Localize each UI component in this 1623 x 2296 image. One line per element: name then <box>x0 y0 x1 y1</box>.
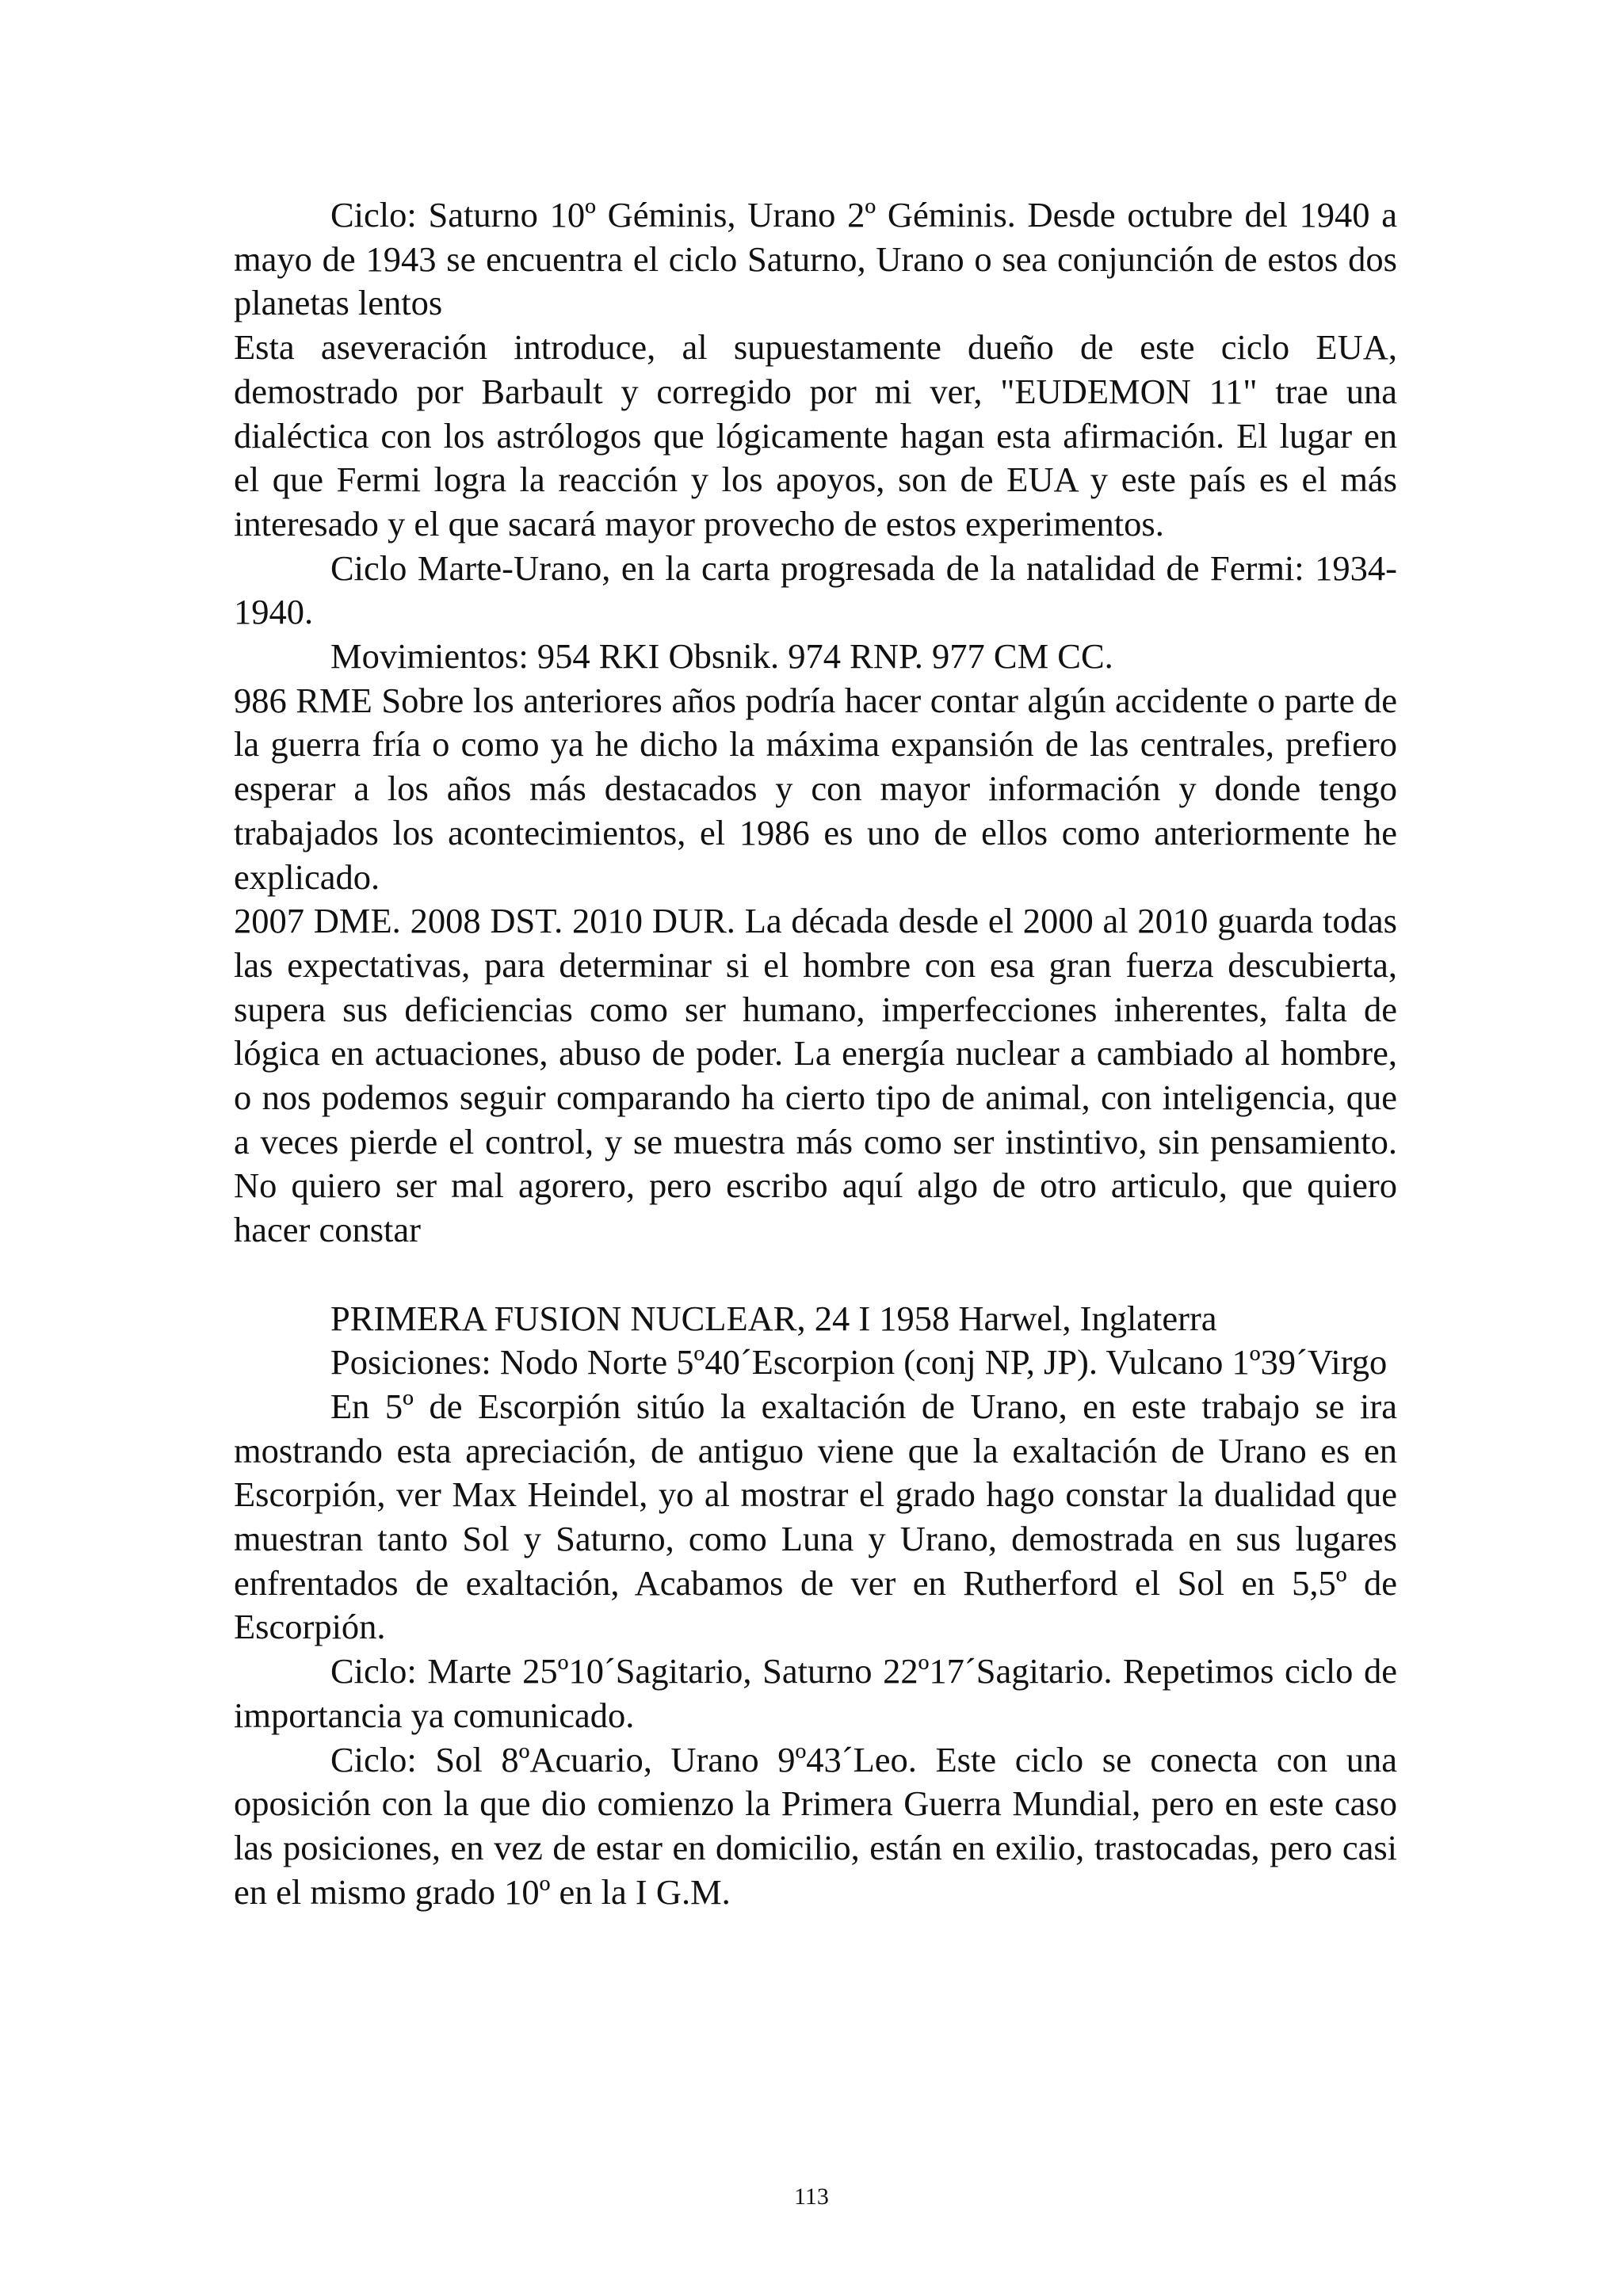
paragraph-posiciones: Posiciones: Nodo Norte 5º40´Escorpion (conj NP, JP). Vulcano 1º39´Virgo <box>330 1342 1388 1383</box>
body-text <box>234 193 1397 1914</box>
paragraph-ciclo-marte-saturno: Ciclo: Marte 25º10´Sagitario, Saturno 22º17´Sagitario. Repetimos ciclo de importancia ya comunicado. <box>234 1651 1397 1735</box>
paragraph-ciclo-sol-urano: Ciclo: Sol 8ºAcuario, Urano 9º43´Leo. Este ciclo se conecta con una oposición con la que dio comienzo la Primera Guerra Mundial, pero en este caso las posiciones, en vez de estar en domicilio, están en exilio, trastocadas, pero casi en el mismo grado 10º en la I G.M. <box>234 1739 1397 1912</box>
paragraph-ciclo-marte-urano: Ciclo Marte-Urano, en la carta progresada de la natalidad de Fermi: 1934-1940. <box>234 547 1397 632</box>
paragraph-2007-dme: 2007 DME. 2008 DST. 2010 DUR. La década desde el 2000 al 2010 guarda todas las expectativas, para determinar si el hombre con esa gran fuerza descubierta, supera sus deficiencias como ser humano, imperfecciones inherentes, falta de lógica en actuaciones, abuso de poder. La energía nuclear a cambiado al hombre, o nos podemos seguir comparando ha cierto tipo de animal, con inteligencia, que a veces pierde el control, y se muestra más como ser instintivo, sin pensamiento. No quiero ser mal agorero, pero escribo aquí algo de otro articulo, que quiero hacer constar <box>234 901 1397 1250</box>
paragraph-movimientos: Movimientos: 954 RKI Obsnik. 974 RNP. 977 CM CC. <box>330 636 1113 677</box>
section-heading-primera-fusion: PRIMERA FUSION NUCLEAR, 24 I 1958 Harwel, Inglaterra <box>330 1298 1217 1338</box>
paragraph-aseveracion: Esta aseveración introduce, al supuestamente dueño de este ciclo EUA, demostrado por Barbault y corregido por mi ver, "EUDEMON 11" trae una dialéctica con los astrólogos que lógicamente hagan esta afirmación. El lugar en el que Fermi logra la reacción y los apoyos, son de EUA y este país es el más interesado y el que sacará mayor provecho de estos experimentos. <box>234 327 1397 543</box>
paragraph-ciclo-saturno-urano: Ciclo: Saturno 10º Géminis, Urano 2º Géminis. Desde octubre del 1940 a mayo de 1943 se encuentra el ciclo Saturno, Urano o sea conjunción de estos dos planetas lentos <box>234 195 1397 323</box>
paragraph-exaltacion-urano: En 5º de Escorpión sitúo la exaltación de Urano, en este trabajo se ira mostrando esta apreciación, de antiguo viene que la exaltación de Urano es en Escorpión, ver Max Heindel, yo al mostrar el grado hago constar la dualidad que muestran tanto Sol y Saturno, como Luna y Urano, demostrada en sus lugares enfrentados de exaltación, Acabamos de ver en Rutherford el Sol en 5,5º de Escorpión. <box>234 1386 1397 1647</box>
page-number: 113 <box>794 2183 829 2210</box>
paragraph-spacer <box>234 1253 1397 1297</box>
paragraph-986-rme: 986 RME Sobre los anteriores años podría hacer contar algún accidente o parte de la guerra fría o como ya he dicho la máxima expansión de las centrales, prefiero esperar a los años más destacados y con mayor información y donde tengo trabajados los acontecimientos, el 1986 es uno de ellos como anteriormente he explicado. <box>234 680 1397 897</box>
